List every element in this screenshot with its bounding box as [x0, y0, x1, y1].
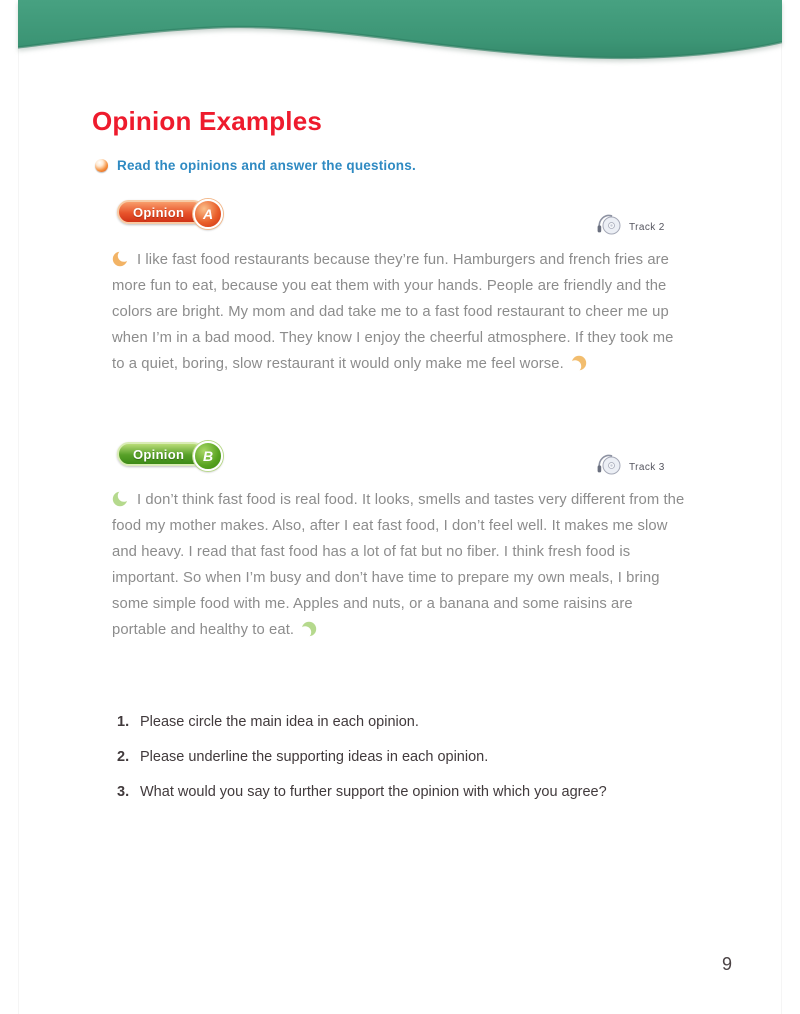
opinion-a-badge-label: Opinion — [133, 204, 185, 220]
question-1 — [117, 712, 737, 733]
track-2-row — [596, 211, 665, 236]
question-1-number: 1. — [117, 714, 130, 730]
close-quote-icon — [571, 355, 587, 371]
opinion-a-paragraph: I like fast food restaurants because they’re fun. Hamburgers and french fries are more fun to eat, because you eat them with your hands. People are friendly and the colors are bright. My mom and dad take me to a fast food restaurant to cheer me up when I’m in a bad mood. They know I enjoy the cheerful atmosphere. If they took me to a quiet, boring, slow restaurant it would only make me feel worse. — [112, 252, 674, 372]
track-3-row — [596, 451, 665, 476]
instruction-text: Read the opinions and answer the questions. — [117, 158, 416, 173]
opinion-b-badge-label: Opinion — [133, 446, 185, 462]
open-quote-icon — [112, 251, 128, 267]
question-2-number: 2. — [117, 749, 130, 765]
page-edge-left — [18, 0, 19, 1014]
track-3-label: Track 3 — [629, 462, 665, 473]
orange-ball-icon — [95, 159, 108, 172]
questions-list — [117, 712, 737, 817]
headphones-cd-icon — [596, 451, 623, 476]
opinion-b-text — [112, 487, 690, 643]
question-3-number: 3. — [117, 784, 130, 800]
question-3-text: What would you say to further support the opinion with which you agree? — [140, 784, 607, 800]
opinion-b-letter-circle: B — [193, 441, 223, 471]
opinion-b-badge — [117, 442, 214, 466]
page-edge-right — [781, 0, 782, 1014]
question-3 — [117, 782, 737, 803]
instruction-row — [95, 158, 416, 173]
question-2-text: Please underline the supporting ideas in each opinion. — [140, 749, 489, 765]
question-1-text: Please circle the main idea in each opinion. — [140, 714, 419, 730]
track-2-label: Track 2 — [629, 222, 665, 233]
header-wave — [18, 0, 782, 70]
opinion-a-letter-circle: A — [193, 199, 223, 229]
headphones-cd-icon — [596, 211, 623, 236]
open-quote-icon — [112, 491, 128, 507]
opinion-a-text — [112, 247, 690, 377]
opinion-a-badge — [117, 200, 214, 224]
opinion-b-paragraph: I don’t think fast food is real food. It looks, smells and tastes very different from the food my mother makes. Also, after I eat fast food, I don’t feel well. It makes me slow and heavy. I read that fast food has a lot of fat but no fiber. I think fresh food is important. So when I’m busy and don’t have time to prepare my own meals, I bring some simple food with me. Apples and nuts, or a banana and some raisins are portable and healthy to eat. — [112, 492, 685, 638]
page-number: 9 — [722, 954, 733, 974]
close-quote-icon — [301, 621, 317, 637]
page-title: Opinion Examples — [92, 106, 323, 136]
question-2 — [117, 747, 737, 768]
